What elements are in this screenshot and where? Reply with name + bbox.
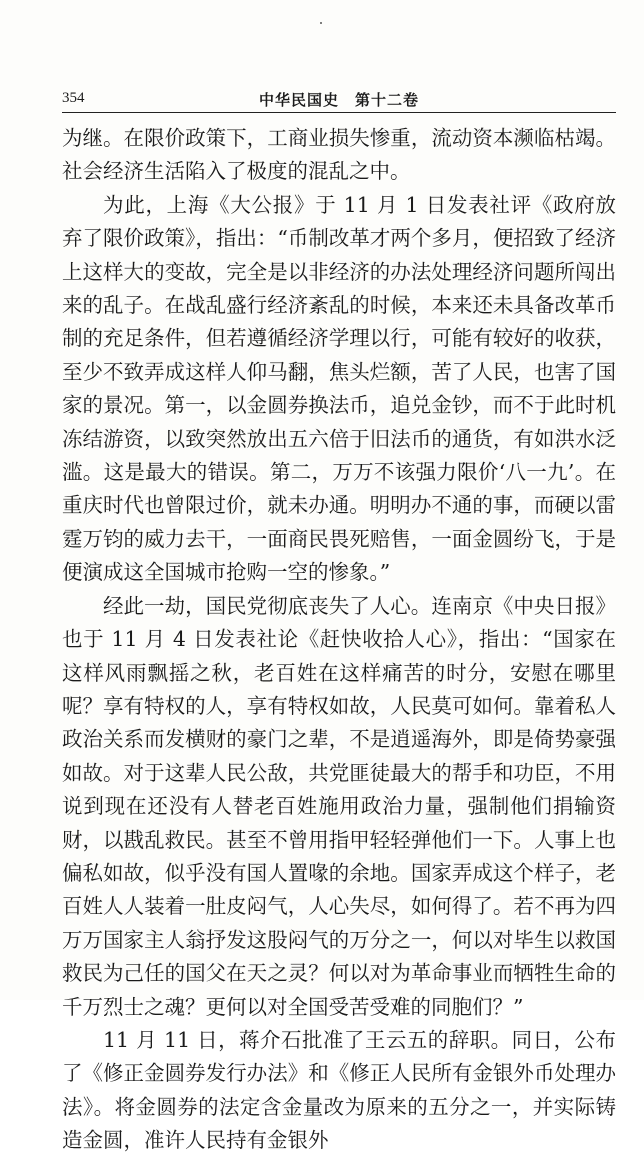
body-text bbox=[62, 122, 616, 1158]
page-number: 354 bbox=[62, 90, 85, 106]
page-header bbox=[62, 88, 616, 113]
paragraph-dagongbao: 为此，上海《大公报》于 11 月 1 日发表社评《政府放弃了限价政策》，指出：“币制改革才两个多月，便招致了经济上这样大的变故，完全是以非经济的办法处理经济问题所闯出来的乱子。在战乱盛行经济紊乱的时候，本来还未具备改革币制的充足条件，但若遵循经济学理以行，可能有较好的收获，至少不致弄成这样人仰马翻，焦头烂额，苦了人民，也害了国家的景况。第一，以金圆券换法币，追兑金钞，而不于此时机冻结游资，以致突然放出五六倍于旧法币的通货，有如洪水泛滥。这是最大的错误。第二，万万不该强力限价‘八一九’。在重庆时代也曾限过价，就未办通。明明办不通的事，而硬以雷霆万钧的威力去干，一面商民畏死赔售，一面金圆纷飞，于是便演成这全国城市抢购一空的惨象。” bbox=[62, 192, 616, 585]
paragraph-zhongyang-ribao: 经此一劫，国民党彻底丧失了人心。连南京《中央日报》也于 11 月 4 日发表社论《赶快收拾人心》，指出：“国家在这样风雨飘摇之秋，老百姓在这样痛苦的时分，安慰在哪里呢？享有特权的人，享有特权如故，人民莫可如何。靠着私人政治关系而发横财的豪门之辈，不是逍遥海外，即是倚势豪强如故。对于这辈人民公敌，共党匪徒最大的帮手和功臣，不用说到现在还没有人替老百姓施用政治力量，强制他们捐输资财，以戡乱救民。甚至不曾用指甲轻轻弹他们一下。人事上也偏私如故，似乎没有国人置喙的余地。国家弄成这个样子，老百姓人人装着一肚皮闷气，人心失尽，如何得了。若不再为四万万国家主人翁抒发这股闷气的万分之一，何以对毕生以救国救民为己任的国父在天之灵？何以对为革命事业而牺牲生命的千万烈士之魂？更何以对全国受苦受难的同胞们？” bbox=[62, 593, 616, 1019]
paragraph-continuation: 为继。在限价政策下，工商业损失惨重，流动资本濒临枯竭。社会经济生活陷入了极度的混乱之中。 bbox=[62, 126, 616, 184]
scan-speck bbox=[320, 22, 322, 24]
paragraph-november-11: 11 月 11 日，蒋介石批准了王云五的辞职。同日，公布了《修正金圆券发行办法》和《修正人民所有金银外币处理办法》。将金圆券的法定含金量改为原来的五分之一，并实际铸造金圆，准许人民持有金银外 bbox=[62, 1027, 616, 1153]
running-title: 中华民国史 第十二卷 bbox=[258, 91, 419, 109]
